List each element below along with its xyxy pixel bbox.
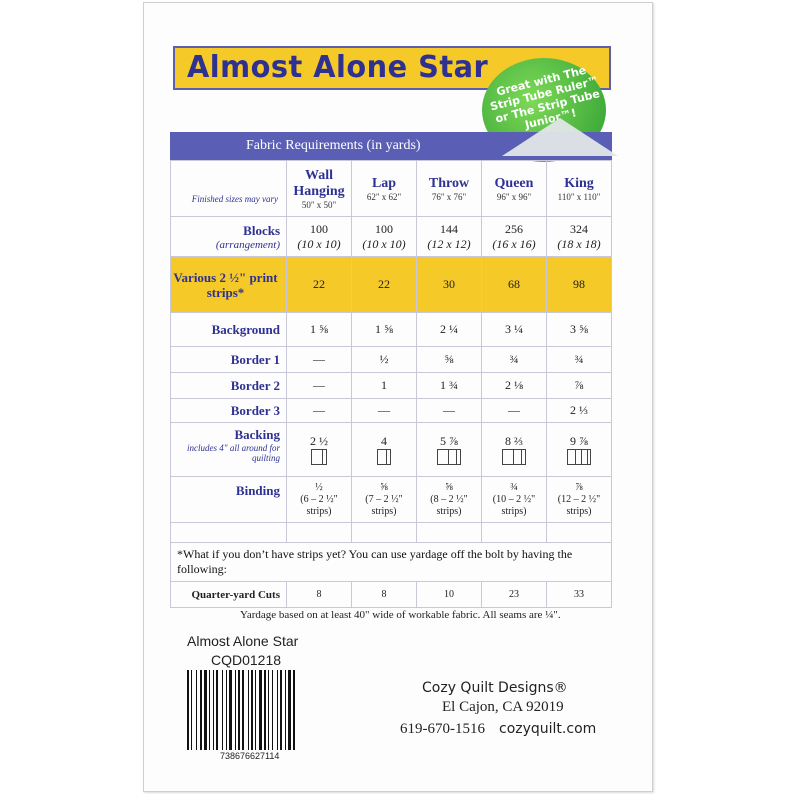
cell: — bbox=[287, 373, 352, 399]
backing-diagram-icon bbox=[502, 449, 526, 465]
cell: 1 ¾ bbox=[417, 373, 482, 399]
product-info bbox=[187, 632, 298, 670]
barcode-bar bbox=[235, 670, 236, 750]
company-phone: 619-670-1516 bbox=[400, 721, 485, 737]
cell: 68 bbox=[482, 257, 547, 313]
ruler-image bbox=[502, 118, 618, 156]
company-name: Cozy Quilt Designs® bbox=[422, 680, 568, 696]
cell: 23 bbox=[482, 582, 547, 608]
cell: 30 bbox=[417, 257, 482, 313]
company-address: El Cajon, CA 92019 bbox=[442, 699, 564, 715]
barcode-bar bbox=[248, 670, 249, 750]
cell: 3 ⅝ bbox=[547, 313, 612, 347]
column-lap: Lap 62" x 62" bbox=[352, 161, 417, 217]
border1-label: Border 1 bbox=[171, 347, 287, 373]
binding-label: Binding bbox=[171, 477, 287, 523]
backing-diagram-icon bbox=[311, 449, 327, 465]
barcode-bar bbox=[272, 670, 273, 750]
cell: 5 ⅞ bbox=[417, 423, 482, 477]
barcode-bar bbox=[204, 670, 207, 750]
table-header: Fabric Requirements (in yards) bbox=[170, 132, 612, 160]
barcode-bar bbox=[222, 670, 223, 750]
column-queen: Queen 96" x 96" bbox=[482, 161, 547, 217]
cell: 9 ⅞ bbox=[547, 423, 612, 477]
product-name: Almost Alone Star bbox=[187, 633, 299, 649]
cell: ⅝ (7 – 2 ½" strips) bbox=[352, 477, 417, 523]
cell: 256 (16 x 16) bbox=[482, 217, 547, 257]
cell: — bbox=[482, 399, 547, 423]
cell: 100 (10 x 10) bbox=[287, 217, 352, 257]
badge-text: Great with The Strip Tube Ruler™ or The Strip Tube Junior™! bbox=[488, 63, 602, 132]
barcode-bar bbox=[196, 670, 197, 750]
backing-diagram-icon bbox=[567, 449, 591, 465]
cell: 2 ⅛ bbox=[482, 373, 547, 399]
cell: 22 bbox=[352, 257, 417, 313]
cell: ⅞ (12 – 2 ½" strips) bbox=[547, 477, 612, 523]
cell: ¾ bbox=[547, 347, 612, 373]
barcode-bar bbox=[216, 670, 218, 750]
cell: 1 ⅝ bbox=[352, 313, 417, 347]
table-row-border3 bbox=[171, 399, 612, 423]
table-row-quarter-cuts bbox=[171, 582, 612, 608]
table-row-note bbox=[171, 543, 612, 582]
cell: 10 bbox=[417, 582, 482, 608]
blocks-label: Blocks (arrangement) bbox=[171, 217, 287, 257]
cell: 98 bbox=[547, 257, 612, 313]
table-row-print-strips bbox=[171, 257, 612, 313]
cell: 2 ¼ bbox=[417, 313, 482, 347]
table-row-blocks bbox=[171, 217, 612, 257]
cell: 2 ½ bbox=[287, 423, 352, 477]
cell: 8 ⅔ bbox=[482, 423, 547, 477]
cell: ¾ bbox=[482, 347, 547, 373]
table-row-background bbox=[171, 313, 612, 347]
backing-diagram-icon bbox=[377, 449, 391, 465]
barcode-bar bbox=[242, 670, 244, 750]
cell: 324 (18 x 18) bbox=[547, 217, 612, 257]
cell: ⅝ bbox=[417, 347, 482, 373]
strips-label: Various 2 ½" print strips* bbox=[171, 257, 287, 313]
finished-sizes-note: Finished sizes may vary bbox=[171, 161, 287, 217]
barcode-bar bbox=[187, 670, 189, 750]
company-website[interactable]: cozyquilt.com bbox=[499, 721, 597, 737]
table-row-border1 bbox=[171, 347, 612, 373]
product-code: CQD01218 bbox=[211, 652, 282, 668]
barcode-bar bbox=[293, 670, 295, 750]
cell: 2 ⅓ bbox=[547, 399, 612, 423]
pattern-title: Almost Alone Star bbox=[187, 50, 489, 85]
cell: ⅞ bbox=[547, 373, 612, 399]
table-row-binding bbox=[171, 477, 612, 523]
barcode-bar bbox=[277, 670, 278, 750]
cell: 3 ¼ bbox=[482, 313, 547, 347]
backing-diagram-icon bbox=[437, 449, 461, 465]
column-wall-hanging: Wall Hanging 50" x 50" bbox=[287, 161, 352, 217]
cell: 144 (12 x 12) bbox=[417, 217, 482, 257]
table-row-spacer bbox=[171, 523, 612, 543]
barcode-bar bbox=[280, 670, 282, 750]
barcode-bar bbox=[200, 670, 202, 750]
quarter-cuts-label: Quarter-yard Cuts bbox=[171, 582, 287, 608]
cell: 8 bbox=[287, 582, 352, 608]
cell: ⅝ (8 – 2 ½" strips) bbox=[417, 477, 482, 523]
cell: 1 bbox=[352, 373, 417, 399]
barcode-bar bbox=[268, 670, 269, 750]
cell: ½ bbox=[352, 347, 417, 373]
barcode-bar bbox=[191, 670, 192, 750]
cell: 22 bbox=[287, 257, 352, 313]
barcode-bar bbox=[288, 670, 291, 750]
cell: 33 bbox=[547, 582, 612, 608]
cell: — bbox=[287, 399, 352, 423]
table-row-sizes bbox=[171, 161, 612, 217]
cell: — bbox=[287, 347, 352, 373]
barcode-bar bbox=[255, 670, 256, 750]
cell: — bbox=[417, 399, 482, 423]
barcode bbox=[187, 670, 315, 750]
cell: 1 ⅝ bbox=[287, 313, 352, 347]
column-king: King 110" x 110" bbox=[547, 161, 612, 217]
background-label: Background bbox=[171, 313, 287, 347]
cell: — bbox=[352, 399, 417, 423]
cell: 8 bbox=[352, 582, 417, 608]
strips-note: *What if you don’t have strips yet? You can use yardage off the bolt by having the following: bbox=[171, 543, 612, 582]
table-row-backing bbox=[171, 423, 612, 477]
column-throw: Throw 76" x 76" bbox=[417, 161, 482, 217]
barcode-bar bbox=[285, 670, 286, 750]
cell: 4 bbox=[352, 423, 417, 477]
fabric-requirements-table bbox=[170, 132, 612, 608]
cell: ¾ (10 – 2 ½" strips) bbox=[482, 477, 547, 523]
company-contact bbox=[400, 718, 628, 740]
company-info bbox=[400, 680, 628, 740]
barcode-bar bbox=[238, 670, 240, 750]
table-row-border2 bbox=[171, 373, 612, 399]
barcode-bar bbox=[213, 670, 214, 750]
barcode-number: 738676627114 bbox=[220, 751, 280, 761]
backing-label: Backing includes 4" all around for quilting bbox=[171, 423, 287, 477]
cell: ½ (6 – 2 ½" strips) bbox=[287, 477, 352, 523]
barcode-bar bbox=[229, 670, 232, 750]
border3-label: Border 3 bbox=[171, 399, 287, 423]
cell: 100 (10 x 10) bbox=[352, 217, 417, 257]
barcode-bar bbox=[259, 670, 262, 750]
barcode-bar bbox=[251, 670, 253, 750]
barcode-bar bbox=[226, 670, 227, 750]
barcode-bar bbox=[209, 670, 210, 750]
barcode-bar bbox=[264, 670, 266, 750]
yardage-footnote: Yardage based on at least 40" wide of workable fabric. All seams are ¼". bbox=[240, 609, 561, 621]
border2-label: Border 2 bbox=[171, 373, 287, 399]
